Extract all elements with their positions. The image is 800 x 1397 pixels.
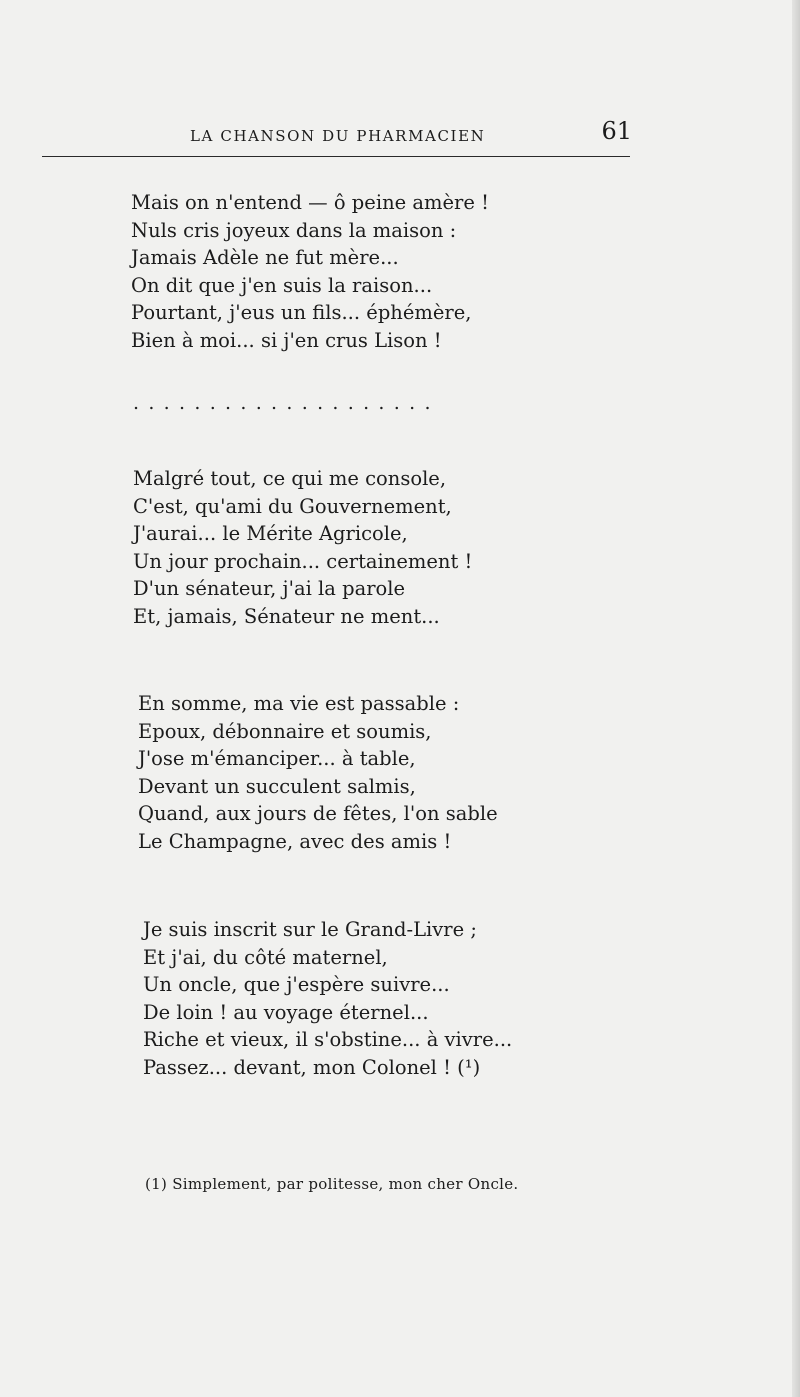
verse-line: En somme, ma vie est passable :: [138, 692, 460, 715]
verse-line: Pourtant, j'eus un fils... éphémère,: [131, 301, 472, 324]
verse-line: Passez... devant, mon Colonel ! (¹): [143, 1055, 481, 1079]
header-rule: [42, 156, 630, 157]
verse-line: Je suis inscrit sur le Grand-Livre ;: [143, 918, 477, 941]
stanza-4: [143, 916, 512, 1081]
stanza-1: [131, 189, 489, 354]
verse-line: De loin ! au voyage éternel...: [143, 1000, 429, 1024]
verse-line: Un jour prochain... certainement !: [133, 549, 473, 573]
verse-line: Jamais Adèle ne fut mère...: [131, 246, 399, 269]
verse-line: On dit que j'en suis la raison...: [131, 273, 433, 297]
page-header: [42, 117, 632, 157]
stanza-3: [138, 690, 498, 855]
verse-line: D'un sénateur, j'ai la parole: [133, 577, 406, 600]
verse-line: Epoux, débonnaire et soumis,: [138, 719, 432, 743]
verse-line: Et, jamais, Sénateur ne ment...: [133, 604, 440, 628]
verse-line: C'est, qu'ami du Gouvernement,: [133, 494, 452, 518]
verse-line: Quand, aux jours de fêtes, l'on sable: [138, 802, 498, 825]
verse-line: Nuls cris joyeux dans la maison :: [131, 218, 457, 242]
verse-line: Riche et vieux, il s'obstine... à vivre...: [143, 1028, 513, 1051]
verse-line: Devant un succulent salmis,: [138, 774, 416, 798]
footnote: (1) Simplement, par politesse, mon cher Oncle.: [145, 1175, 519, 1193]
running-title: LA CHANSON DU PHARMACIEN: [190, 127, 486, 145]
verse-line: J'ose m'émanciper... à table,: [138, 747, 416, 770]
verse-line: Mais on n'entend — ô peine amère !: [131, 191, 489, 214]
verse-line: J'aurai... le Mérite Agricole,: [133, 522, 408, 545]
page-edge: [792, 0, 800, 1397]
verse-line: Bien à moi... si j'en crus Lison !: [131, 328, 442, 352]
verse-line: Un oncle, que j'espère suivre...: [143, 973, 450, 996]
verse-line: Malgré tout, ce qui me console,: [133, 467, 447, 490]
verse-line: Le Champagne, avec des amis !: [138, 829, 452, 853]
stanza-2: [133, 465, 472, 630]
verse-line: Et j'ai, du côté maternel,: [143, 945, 388, 969]
ellipsis-row: ....................: [133, 392, 440, 414]
page-number: 61: [601, 117, 632, 145]
